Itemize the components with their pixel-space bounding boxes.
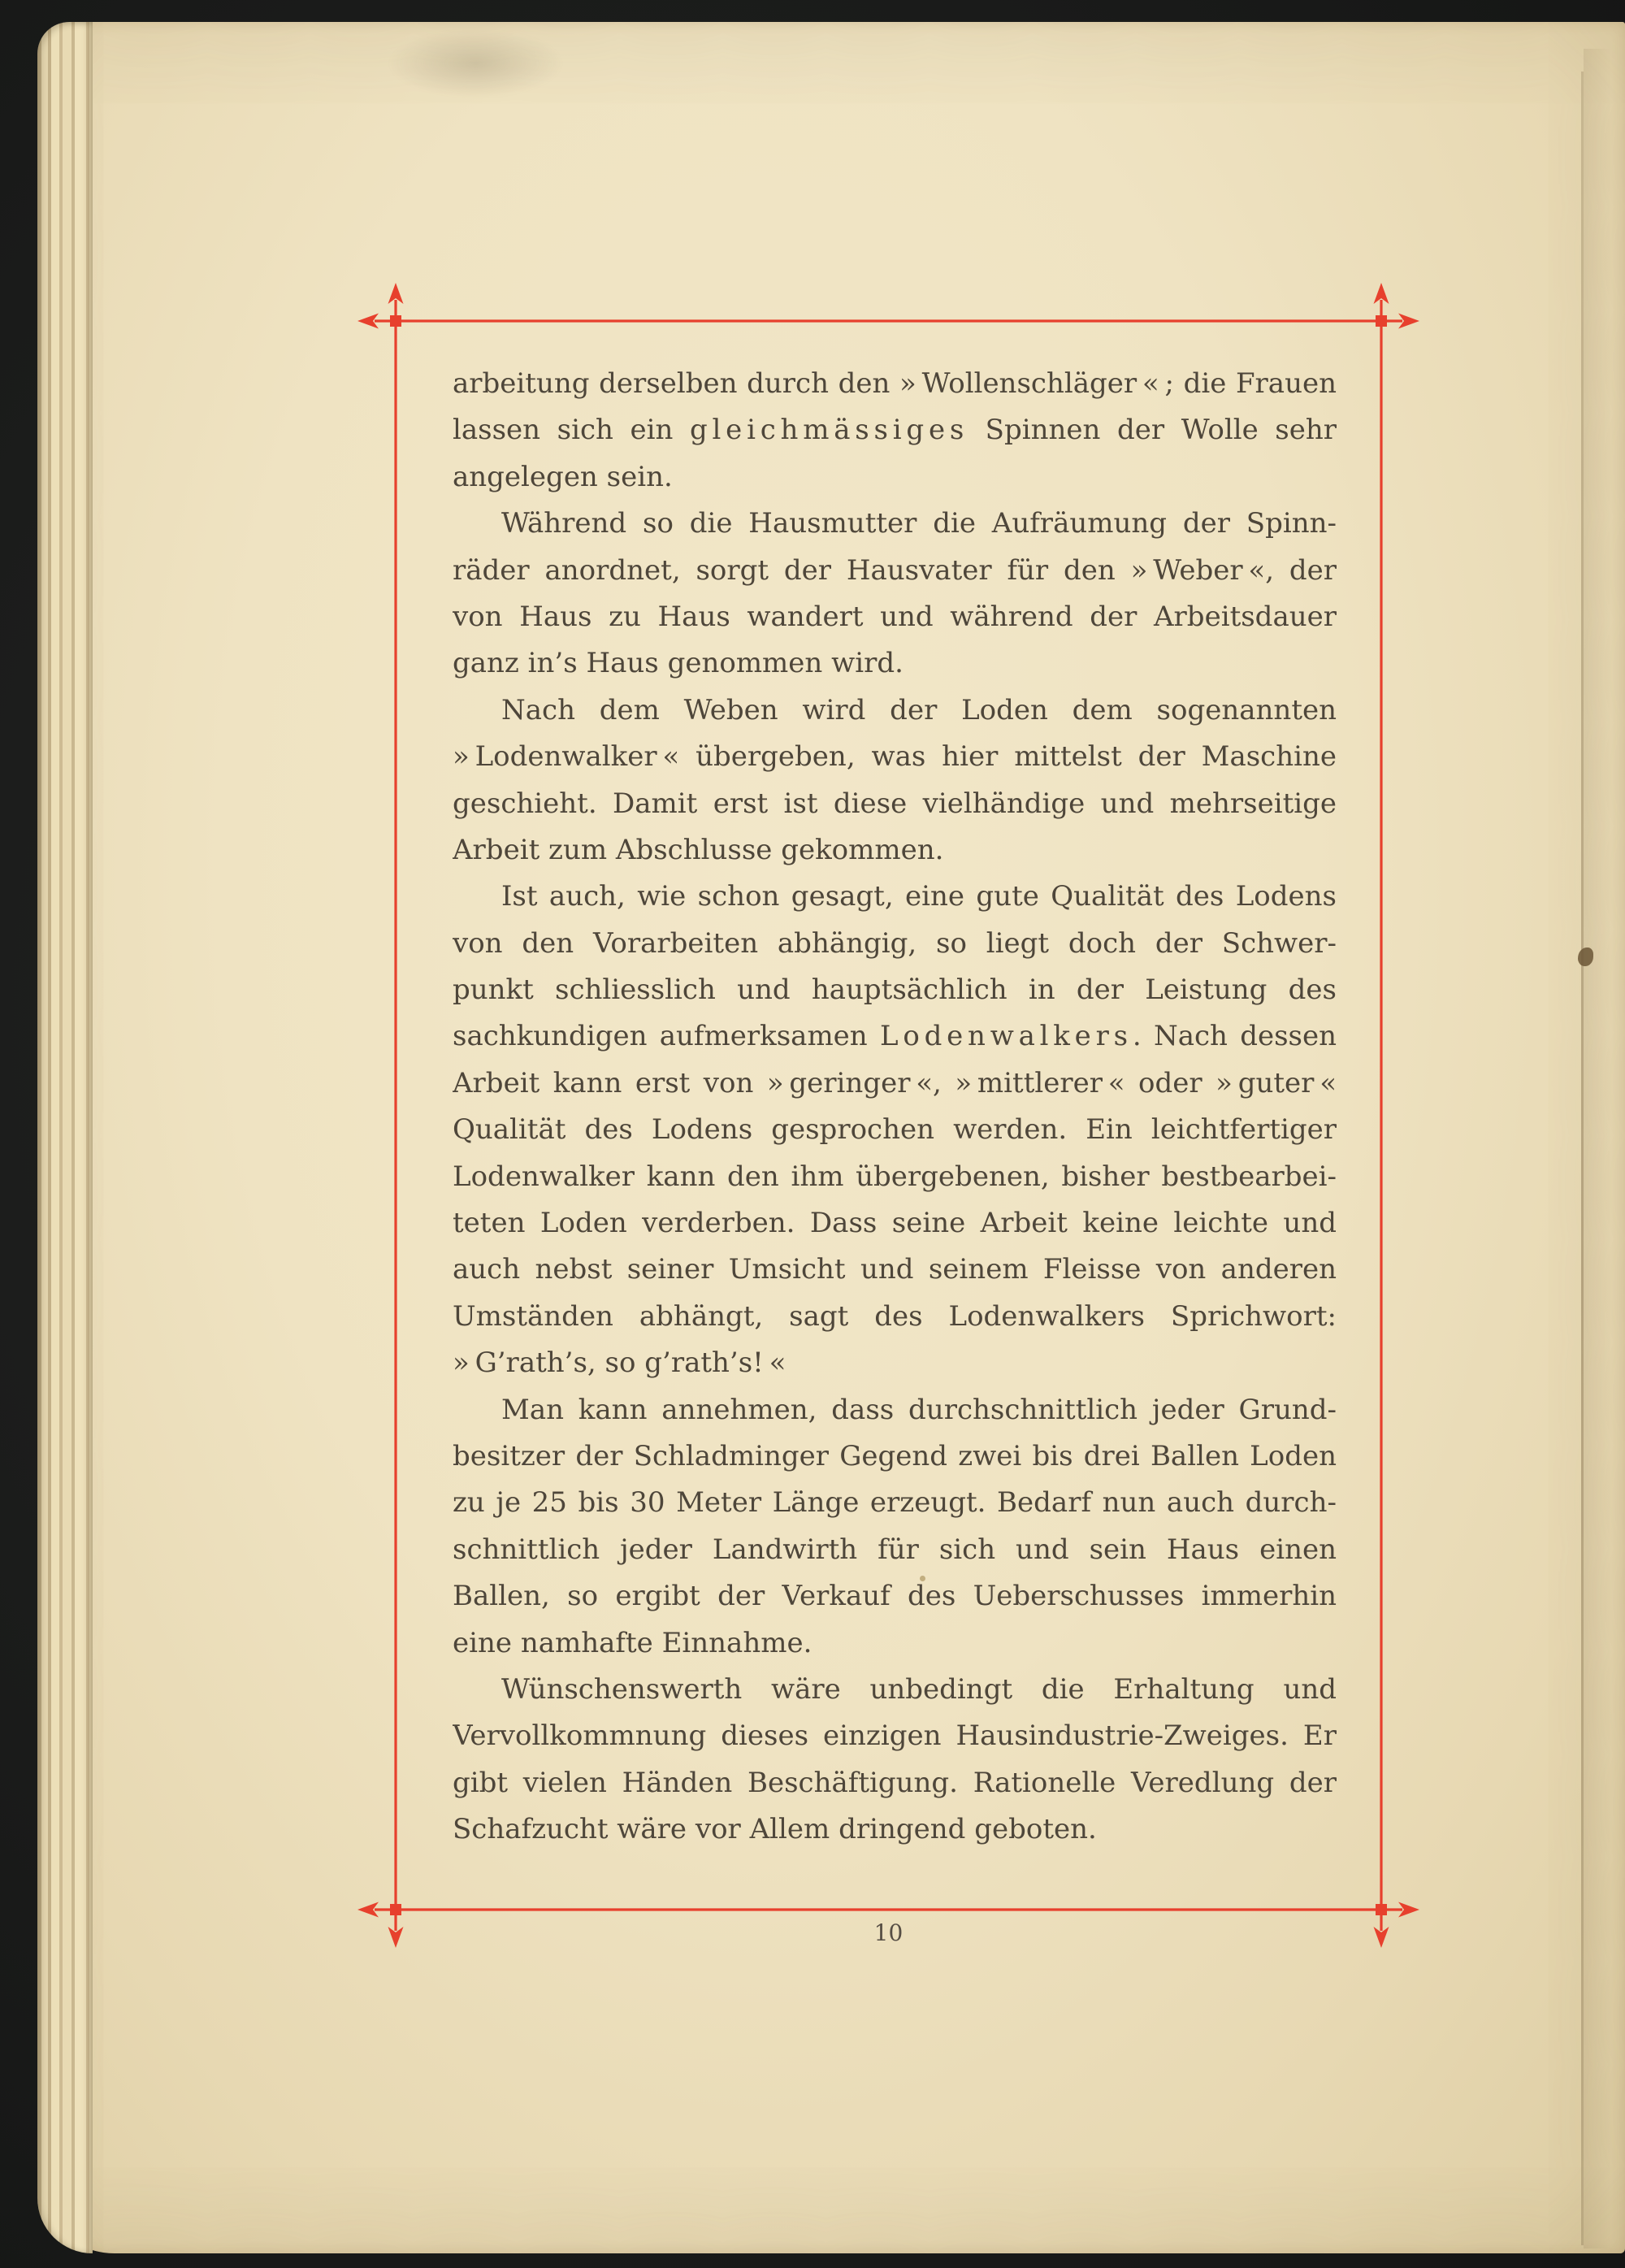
text-line: Nach dem Weben wird der Loden dem sogenannten	[501, 693, 1337, 726]
text-line: gibt vielen Händen Beschäftigung. Rationelle Veredlung der	[453, 1766, 1337, 1799]
text-line: Wünschenswerth wäre unbedingt die Erhaltung und	[501, 1672, 1337, 1706]
text-line: Qualität des Lodens gesprochen werden. Ein leichtfertiger	[453, 1113, 1337, 1147]
text-line: Ballen, so ergibt der Verkauf des Ueberschusses immerhin	[453, 1580, 1337, 1613]
page-number: 10	[873, 1919, 904, 1946]
text-line: » Lodenwalker « übergeben, was hier mittelst der Maschine	[453, 740, 1337, 774]
text-line: besitzer der Schladminger Gegend zwei bis drei Ballen Loden	[453, 1439, 1337, 1472]
text-line: eine namhafte Einnahme.	[453, 1626, 812, 1659]
paragraph	[453, 1387, 1337, 1667]
paragraph	[453, 874, 1337, 1386]
text-line: Schafzucht wäre vor Allem dringend geboten.	[453, 1813, 1097, 1846]
text-line: Umständen abhängt, sagt des Lodenwalkers Sprichwort:	[453, 1299, 1337, 1333]
paragraph	[453, 361, 1337, 501]
text-line: von Haus zu Haus wandert und während der Arbeitsdauer	[453, 600, 1337, 633]
text-line: Arbeit kann erst von » geringer «, » mittlerer « oder » guter «	[453, 1066, 1337, 1099]
text-line: schnittlich jeder Landwirth für sich und sein Haus einen	[453, 1533, 1337, 1566]
text-line: auch nebst seiner Umsicht und seinem Fleisse von anderen	[453, 1253, 1337, 1286]
text-line: teten Loden verderben. Dass seine Arbeit keine leichte und	[453, 1207, 1337, 1240]
text-line: punkt schliesslich und hauptsächlich in der Leistung des	[453, 974, 1337, 1007]
text-line: räder anordnet, sorgt der Hausvater für den » Weber «, der	[453, 553, 1337, 587]
letterspaced-word: Lodenwalkers	[879, 1020, 1133, 1053]
paragraph	[453, 501, 1337, 687]
text-line: zu je 25 bis 30 Meter Länge erzeugt. Bedarf nun auch durch-	[453, 1486, 1337, 1520]
text-line: von den Vorarbeiten abhängig, so liegt doch der Schwer-	[453, 926, 1337, 960]
text-line: angelegen sein.	[453, 460, 673, 493]
text-line: lassen sich ein gleichmässiges Spinnen der Wolle sehr	[453, 414, 1337, 447]
text-line: Man kann annehmen, dass durchschnittlich jeder Grund-	[501, 1393, 1337, 1426]
text-line: » G’rath’s, so g’rath’s! «	[453, 1346, 786, 1380]
paragraph	[453, 687, 1337, 874]
text-line: Während so die Hausmutter die Aufräumung der Spinn-	[501, 507, 1337, 540]
letterspaced-word: gleichmässiges	[689, 414, 969, 447]
text-line: Arbeit zum Abschlusse gekommen.	[453, 833, 944, 866]
text-line: Ist auch, wie schon gesagt, eine gute Qualität des Lodens	[501, 880, 1337, 913]
text-block	[453, 361, 1337, 1854]
text-line: ganz in’s Haus genommen wird.	[453, 647, 904, 680]
text-line: geschieht. Damit erst ist diese vielhändige und mehrseitige	[453, 787, 1337, 820]
text-line: arbeitung derselben durch den » Wollenschläger « ; die Frauen	[453, 367, 1337, 400]
text-line: Vervollkommnung dieses einzigen Hausindustrie-Zweiges. Er	[453, 1719, 1337, 1753]
paragraph	[453, 1667, 1337, 1854]
text-line: Lodenwalker kann den ihm übergebenen, bisher bestbearbei-	[453, 1160, 1337, 1193]
text-line: sachkundigen aufmerksamen Lodenwalkers. Nach dessen	[453, 1020, 1337, 1053]
